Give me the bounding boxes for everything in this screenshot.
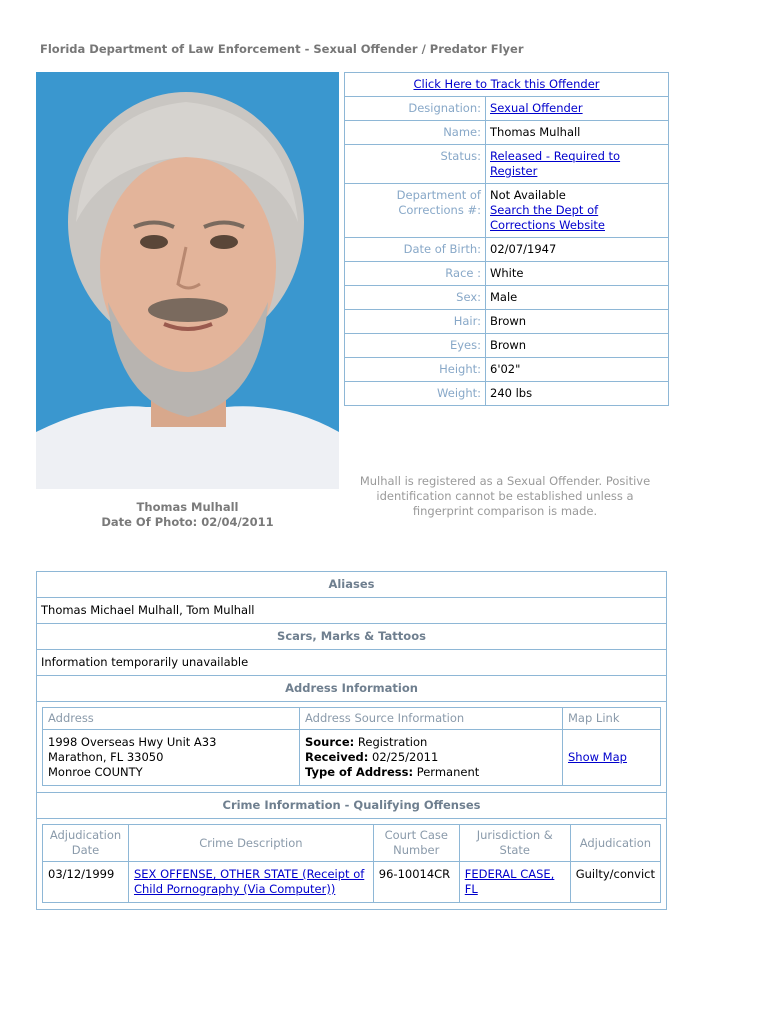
designation-label: Designation: <box>345 97 486 121</box>
source-cell <box>300 730 563 786</box>
name-value: Thomas Mulhall <box>486 121 669 145</box>
adjudication-date-cell: 03/12/1999 <box>43 862 129 903</box>
adjudication-date-header: Adjudication Date <box>43 825 129 862</box>
show-map-link[interactable]: Show Map <box>568 750 627 764</box>
source-col-header: Address Source Information <box>300 708 563 730</box>
aliases-value: Thomas Michael Mulhall, Tom Mulhall <box>37 598 666 624</box>
crime-description-cell <box>128 862 373 903</box>
hair-label: Hair: <box>345 310 486 334</box>
aliases-heading: Aliases <box>37 572 666 598</box>
address-line1: 1998 Overseas Hwy Unit A33 <box>48 735 217 749</box>
eyes-label: Eyes: <box>345 334 486 358</box>
status-label: Status: <box>345 145 486 184</box>
doc-label: Department of Corrections #: <box>345 184 486 238</box>
adjudication-header: Adjudication <box>570 825 660 862</box>
map-col-header: Map Link <box>563 708 661 730</box>
adjudication-cell: Guilty/convict <box>570 862 660 903</box>
designation-link[interactable]: Sexual Offender <box>490 101 583 115</box>
search-doc-link[interactable]: Search the Dept of Corrections Website <box>490 203 605 232</box>
crime-description-header: Crime Description <box>128 825 373 862</box>
offender-records-table <box>36 571 667 910</box>
crime-table <box>42 824 661 903</box>
received-value: 02/25/2011 <box>372 750 439 764</box>
track-offender-link[interactable]: Click Here to Track this Offender <box>413 77 600 91</box>
weight-value: 240 lbs <box>486 382 669 406</box>
doc-value: Not Available <box>490 188 566 202</box>
address-heading: Address Information <box>37 676 666 702</box>
identification-notice: Mulhall is registered as a Sexual Offender. Positive identification cannot be established unless a fingerprint comparison is made. <box>359 474 651 518</box>
hair-value: Brown <box>486 310 669 334</box>
type-value: Permanent <box>416 765 480 779</box>
eyes-value: Brown <box>486 334 669 358</box>
type-label: Type of Address: <box>305 765 414 779</box>
track-row <box>345 73 669 97</box>
address-section <box>37 702 666 793</box>
source-label: Source: <box>305 735 355 749</box>
sex-value: Male <box>486 286 669 310</box>
address-line3: Monroe COUNTY <box>48 765 143 779</box>
source-value: Registration <box>357 735 428 749</box>
address-table <box>42 707 661 786</box>
height-value: 6'02" <box>486 358 669 382</box>
offender-photo <box>36 72 339 489</box>
photo-caption-date: Date Of Photo: 02/04/2011 <box>101 515 274 529</box>
court-case-cell: 96-10014CR <box>373 862 459 903</box>
race-label: Race : <box>345 262 486 286</box>
status-link[interactable]: Released - Required to Register <box>490 149 621 178</box>
page-title: Florida Department of Law Enforcement - Sexual Offender / Predator Flyer <box>40 42 524 56</box>
photo-caption <box>36 500 339 530</box>
offender-details-table <box>344 72 669 406</box>
height-label: Height: <box>345 358 486 382</box>
crime-heading: Crime Information - Qualifying Offenses <box>37 793 666 819</box>
jurisdiction-cell <box>459 862 570 903</box>
scars-value: Information temporarily unavailable <box>37 650 666 676</box>
dob-value: 02/07/1947 <box>486 238 669 262</box>
received-label: Received: <box>305 750 369 764</box>
sex-label: Sex: <box>345 286 486 310</box>
map-cell <box>563 730 661 786</box>
status-cell <box>486 145 669 184</box>
jurisdiction-link[interactable]: FEDERAL CASE, FL <box>464 867 555 896</box>
crime-description-link[interactable]: SEX OFFENSE, OTHER STATE (Receipt of Child Pornography (Via Computer)) <box>133 867 365 896</box>
crime-section <box>37 819 666 909</box>
race-value: White <box>486 262 669 286</box>
scars-heading: Scars, Marks & Tattoos <box>37 624 666 650</box>
address-cell <box>43 730 300 786</box>
designation-cell <box>486 97 669 121</box>
address-col-header: Address <box>43 708 300 730</box>
address-line2: Marathon, FL 33050 <box>48 750 164 764</box>
jurisdiction-header: Jurisdiction & State <box>459 825 570 862</box>
photo-caption-name: Thomas Mulhall <box>136 500 239 514</box>
doc-cell <box>486 184 669 238</box>
court-case-header: Court Case Number <box>373 825 459 862</box>
name-label: Name: <box>345 121 486 145</box>
dob-label: Date of Birth: <box>345 238 486 262</box>
weight-label: Weight: <box>345 382 486 406</box>
